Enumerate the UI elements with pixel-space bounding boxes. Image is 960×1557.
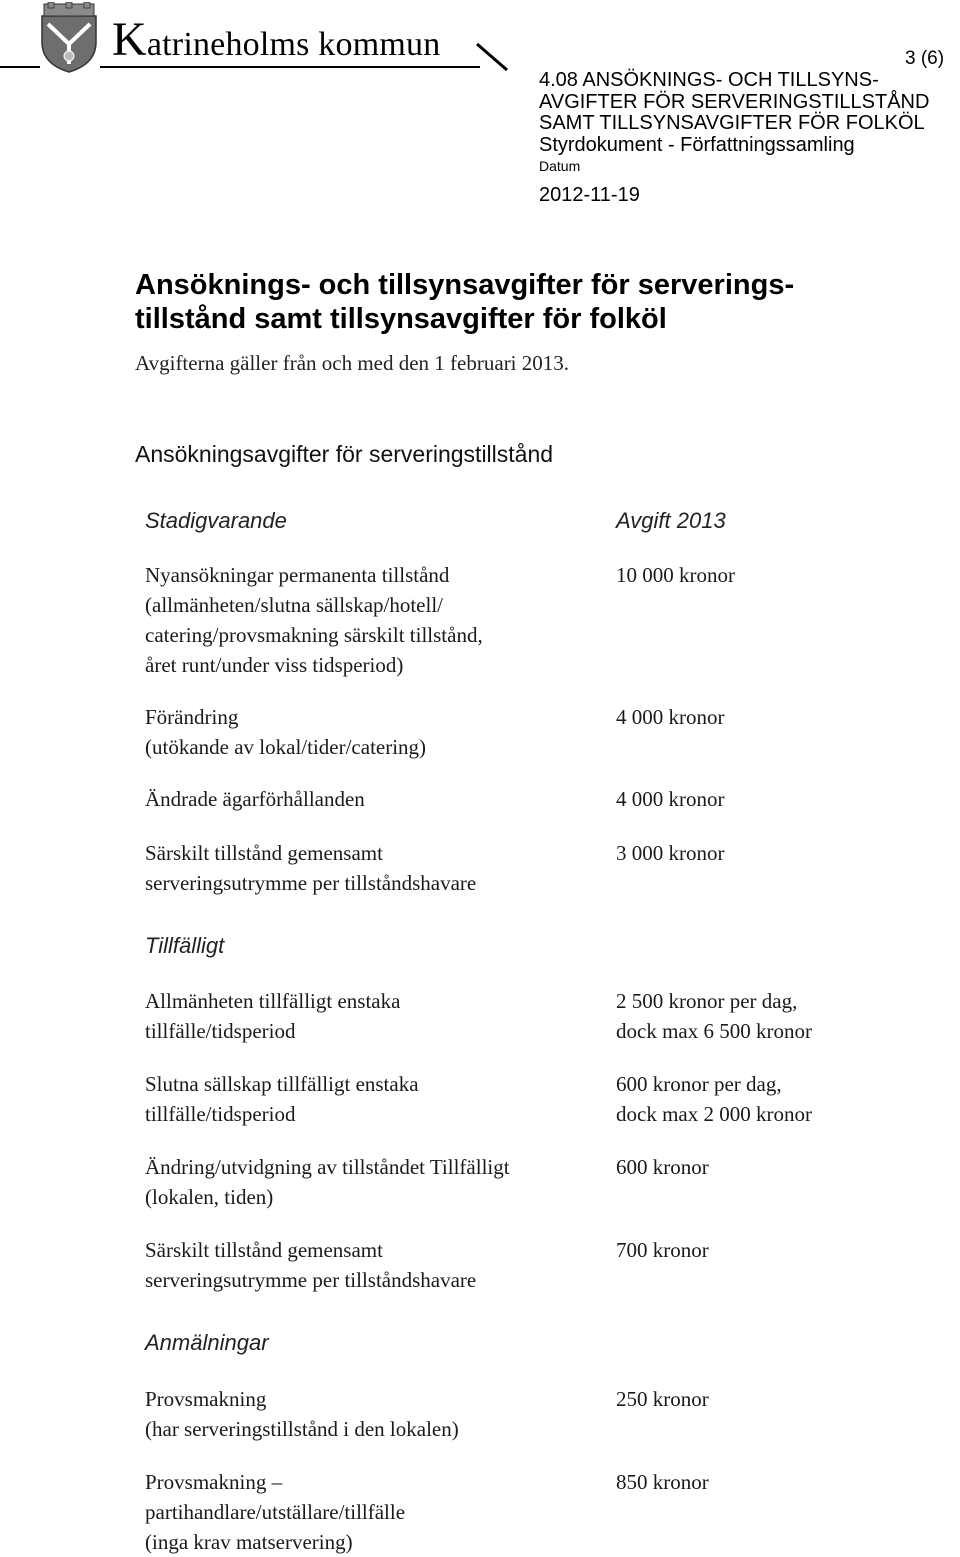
doc-title-line-2: AVGIFTER FÖR SERVERINGSTILLSTÅND xyxy=(539,90,930,113)
fee-row-amount xyxy=(616,1384,709,1414)
text-line: partihandlare/utställare/tillfälle xyxy=(145,1500,406,1524)
text-line: 2 500 kronor per dag, xyxy=(616,989,798,1013)
doc-title-line-3: SAMT TILLSYNSAVGIFTER FÖR FOLKÖL xyxy=(539,112,925,134)
fee-row-amount xyxy=(616,1069,812,1129)
text-line: tillfälle/tidsperiod xyxy=(145,1102,296,1126)
fee-row-amount xyxy=(616,702,725,732)
text-line: (har serveringstillstånd i den lokalen) xyxy=(145,1417,459,1441)
fee-row-amount xyxy=(616,1467,709,1497)
text-line: 600 kronor xyxy=(616,1155,709,1179)
text-line: catering/provsmakning särskilt tillstånd, xyxy=(145,623,483,647)
fee-row-label xyxy=(145,1235,476,1295)
text-line: (utökande av lokal/tider/catering) xyxy=(145,735,427,759)
text-line: året runt/under viss tidsperiod) xyxy=(145,653,404,677)
text-line: 10 000 kronor xyxy=(616,563,735,587)
fee-row-amount xyxy=(616,986,812,1046)
text-line: 4 000 kronor xyxy=(616,705,725,729)
fee-row-amount xyxy=(616,560,735,590)
document-date: 2012-11-19 xyxy=(539,184,640,206)
fee-column-heading: Avgift 2013 xyxy=(616,508,726,533)
fee-row-amount xyxy=(616,1152,709,1182)
page-title-line-2: tillstånd samt tillsynsavgifter för folköl xyxy=(135,303,667,335)
text-line: Provsmakning xyxy=(145,1387,267,1411)
header-rule-left xyxy=(0,66,40,68)
doc-type-line: Styrdokument - Författningssamling xyxy=(539,133,855,156)
text-line: dock max 6 500 kronor xyxy=(616,1019,812,1043)
fee-row-amount xyxy=(616,1235,709,1265)
fee-row-label xyxy=(145,560,483,680)
fee-row-label xyxy=(145,702,426,762)
fee-row-label xyxy=(145,784,365,814)
fee-row-label xyxy=(145,1152,510,1212)
text-line: Särskilt tillstånd gemensamt xyxy=(145,1238,383,1262)
page-title-line-1: Ansöknings- och tillsynsavgifter för serverings- xyxy=(135,269,795,301)
text-line: (allmänheten/slutna sällskap/hotell/ xyxy=(145,593,444,617)
date-label: Datum xyxy=(539,158,581,174)
logo-slash-mark xyxy=(475,42,509,72)
fee-row-amount xyxy=(616,784,725,814)
page-number: 3 (6) xyxy=(905,48,945,69)
text-line: Förändring xyxy=(145,705,239,729)
text-line: 250 kronor xyxy=(616,1387,709,1411)
text-line: Särskilt tillstånd gemensamt xyxy=(145,841,383,865)
text-line: Ändring/utvidgning av tillståndet Tillfälligt xyxy=(145,1155,510,1179)
category-heading-tillfalligt: Tillfälligt xyxy=(145,933,225,958)
text-line: Ändrade ägarförhållanden xyxy=(145,787,365,811)
doc-title-line-1: 4.08 ANSÖKNINGS- OCH TILLSYNS- xyxy=(539,69,879,91)
text-line: tillfälle/tidsperiod xyxy=(145,1019,296,1043)
text-line: Slutna sällskap tillfälligt enstaka xyxy=(145,1072,419,1096)
text-line: Provsmakning – xyxy=(145,1470,283,1494)
fee-row-label xyxy=(145,1069,419,1129)
category-heading-anmalningar: Anmälningar xyxy=(145,1330,269,1355)
fee-row-label xyxy=(145,838,476,898)
text-line: serveringsutrymme per tillståndshavare xyxy=(145,871,477,895)
logo-name-rest: atrineholms kommun xyxy=(146,26,441,63)
text-line: 850 kronor xyxy=(616,1470,709,1494)
text-line: (lokalen, tiden) xyxy=(145,1185,274,1209)
fee-row-amount xyxy=(616,838,725,868)
text-line: 600 kronor per dag, xyxy=(616,1072,782,1096)
text-line: Allmänheten tillfälligt enstaka xyxy=(145,989,401,1013)
text-line: dock max 2 000 kronor xyxy=(616,1102,812,1126)
text-line: 4 000 kronor xyxy=(616,787,725,811)
document-header-block xyxy=(539,70,929,176)
text-line: 3 000 kronor xyxy=(616,841,725,865)
text-line: (inga krav matservering) xyxy=(145,1530,353,1554)
category-heading-stadigvarande: Stadigvarande xyxy=(145,508,287,533)
section-title: Ansökningsavgifter för serveringstillstånd xyxy=(135,441,554,467)
text-line: Nyansökningar permanenta tillstånd xyxy=(145,563,450,587)
fee-row-label xyxy=(145,1467,405,1557)
fee-row-label xyxy=(145,986,400,1046)
logo-initial: K xyxy=(112,13,147,66)
municipal-crest-logo xyxy=(38,2,100,74)
page-title xyxy=(135,268,794,336)
header-rule xyxy=(100,66,480,68)
municipality-name xyxy=(112,12,440,67)
fee-row-label xyxy=(145,1384,459,1444)
text-line: 700 kronor xyxy=(616,1238,709,1262)
validity-note: Avgifterna gäller från och med den 1 februari 2013. xyxy=(135,351,570,375)
text-line: serveringsutrymme per tillståndshavare xyxy=(145,1268,477,1292)
